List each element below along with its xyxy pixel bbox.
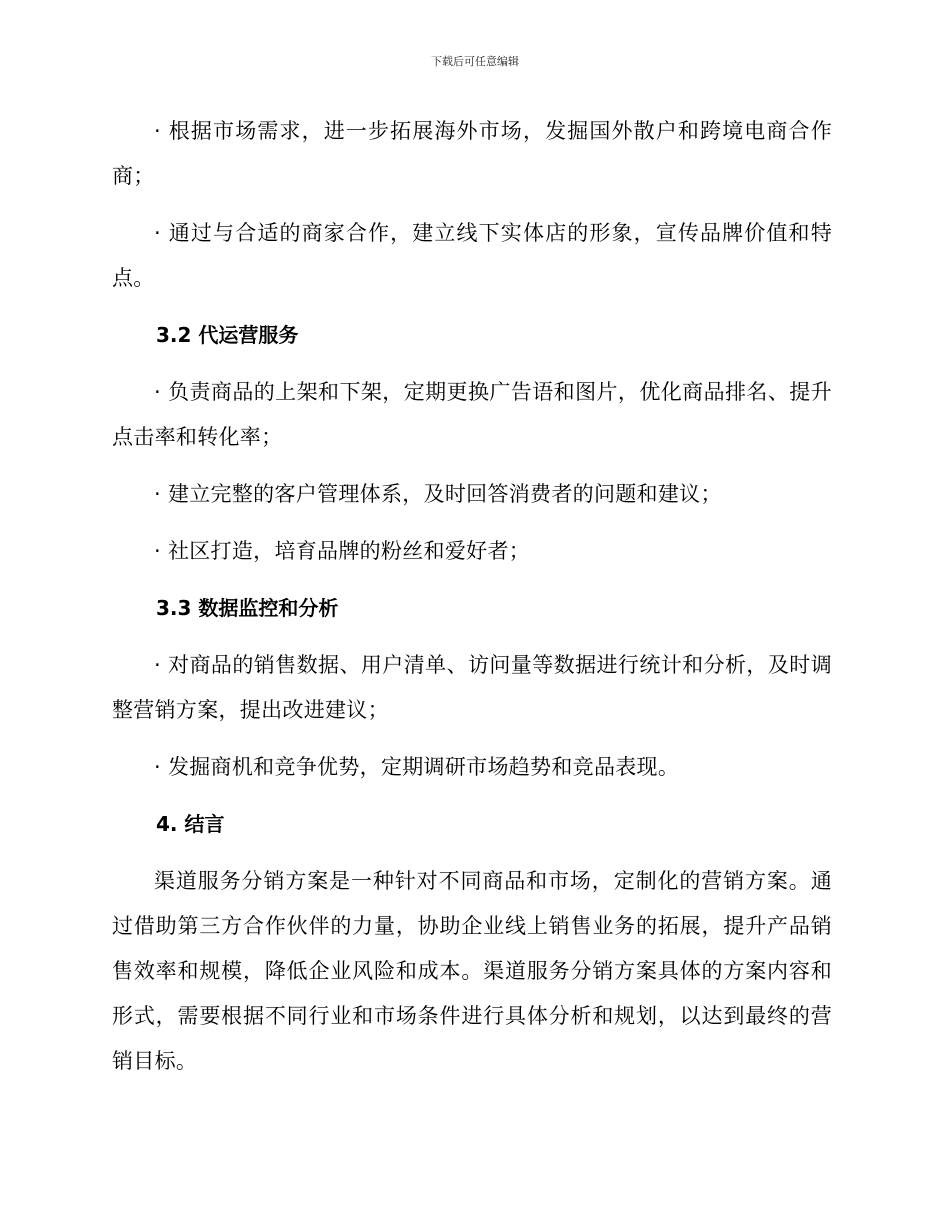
- conclusion-paragraph: 渠道服务分销方案是一种针对不同商品和市场，定制化的营销方案。通过借助第三方合作伙伴的力量，协助企业线上销售业务的拓展，提升产品销售效率和规模，降低企业风险和成本。渠道服务分销方案具体的方案内容和形式，需要根据不同行业和市场条件进行具体分析和规划，以达到最终的营销目标。: [112, 869, 832, 1073]
- bullet-overseas-market: · 根据市场需求，进一步拓展海外市场，发掘国外散户和跨境电商合作商；: [112, 119, 832, 188]
- bullet-data-analysis: · 对商品的销售数据、用户清单、访问量等数据进行统计和分析，及时调整营销方案，提出改进建议；: [112, 653, 832, 722]
- bullet-product-listing: · 负责商品的上架和下架，定期更换广告语和图片，优化商品排名、提升点击率和转化率；: [112, 380, 832, 449]
- section-heading-3-2: 3.2 代运营服务: [156, 323, 299, 347]
- page-header-note: 下载后可任意编辑: [431, 55, 519, 68]
- document-body: [112, 109, 832, 1084]
- section-heading-3-3: 3.3 数据监控和分析: [156, 596, 339, 620]
- section-heading-4: 4. 结言: [156, 812, 225, 836]
- bullet-community: · 社区打造，培育品牌的粉丝和爱好者；: [154, 539, 531, 563]
- bullet-market-research: · 发掘商机和竞争优势，定期调研市场趋势和竞品表现。: [154, 755, 680, 779]
- bullet-offline-store: · 通过与合适的商家合作，建立线下实体店的形象，宣传品牌价值和特点。: [112, 221, 832, 290]
- bullet-customer-management: · 建立完整的客户管理体系，及时回答消费者的问题和建议；: [154, 482, 722, 506]
